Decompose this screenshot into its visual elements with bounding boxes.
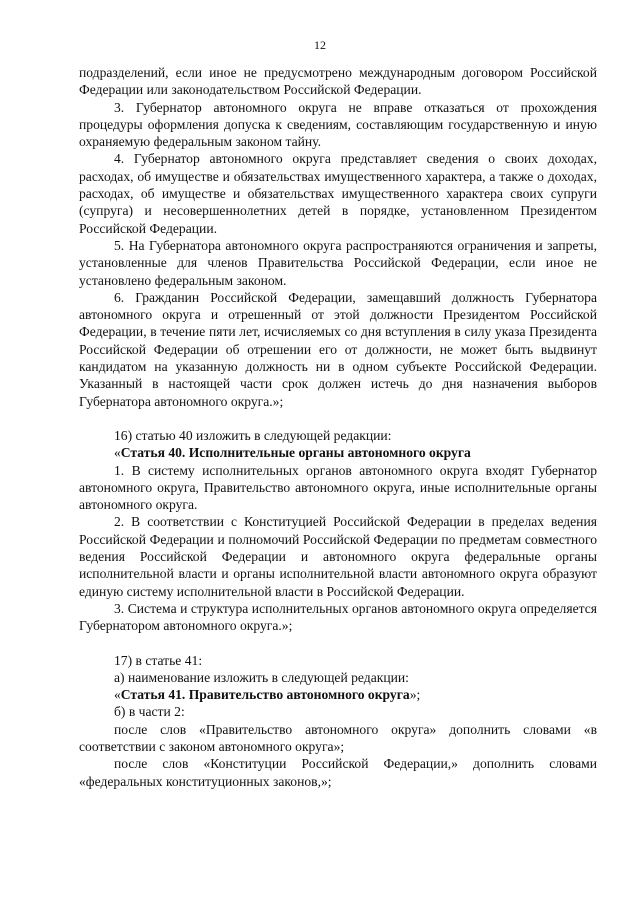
article-40-part-1: 1. В систему исполнительных органов автономного округа входят Губернатор автономного округа, Правительство автономного округа, иные исполнительные органы автономного округа. [79,462,597,513]
article-40-title: Статья 40. Исполнительные органы автономного округа [120,445,471,461]
page-number: 12 [314,38,326,52]
paragraph-part-6: 6. Гражданин Российской Федерации, замещавший должность Губернатора автономного округа и отрешенный от этой должности Президентом Российской Федерации, в течение пяти лет, исчисляемых со дня вступления в силу указа Президента Российской Федерации об отрешении его от должности, не может быть выдвинут кандидатом на указанную должность ни в одном субъекте Российской Федерации. Указанный в настоящей части срок должен истечь до дня назначения выборов Губернатора автономного округа.»; [79,289,597,409]
article-40-heading [79,444,597,461]
item-16: 16) статью 40 изложить в следующей редакции: [114,427,392,443]
amendment-2: после слов «Конституции Российской Федерации,» дополнить словами «федеральных конституционных законов,»; [79,756,597,789]
article-40-part-3: 3. Система и структура исполнительных органов автономного округа определяется Губернатором автономного округа.»; [79,600,597,634]
quote-close: »; [409,687,421,703]
quote-open: « [114,445,121,461]
item-17-a: а) наименование изложить в следующей редакции: [114,669,409,685]
paragraph-part-3: 3. Губернатор автономного округа не вправе отказаться от прохождения процедуры оформления допуска к сведениям, составляющим государственную и иную охраняемую федеральным законом тайну. [79,99,597,150]
article-40-part-2: 2. В соответствии с Конституцией Российской Федерации в пределах ведения Российской Федерации и полномочий Российской Федерации по предметам совместного ведения Российской Федерации и автономного округа федеральные органы исполнительной власти и органы исполнительной власти автономного округа образуют единую систему исполнительной власти в Российской Федерации. [79,514,597,599]
article-41-title: Статья 41. Правительство автономного округа [120,687,410,703]
document-body [79,64,597,790]
item-17: 17) в статье 41: [114,652,203,668]
paragraph-part-5: 5. На Губернатора автономного округа распространяются ограничения и запреты, установленные для членов Правительства Российской Федерации, если иное не установлено федеральным законом. [79,237,597,288]
paragraph-continuation: подразделений, если иное не предусмотрено международным договором Российской Федерации или законодательством Российской Федерации. [79,65,597,98]
article-41-heading [79,686,597,703]
quote-open: « [114,687,121,703]
spacer [79,410,597,427]
spacer [79,635,597,652]
amendment-1: после слов «Правительство автономного округа» дополнить словами «в соответствии с законом автономного округа»; [79,721,597,754]
item-17-b: б) в части 2: [114,704,185,720]
paragraph-part-4: 4. Губернатор автономного округа представляет сведения о своих доходах, расходах, об имуществе и обязательствах имущественного характера, а также о доходах, расходах, об имуществе и обязательствах имущественного характера своих супруги (супруга) и несовершеннолетних детей в порядке, установленном Президентом Российской Федерации. [79,151,597,236]
